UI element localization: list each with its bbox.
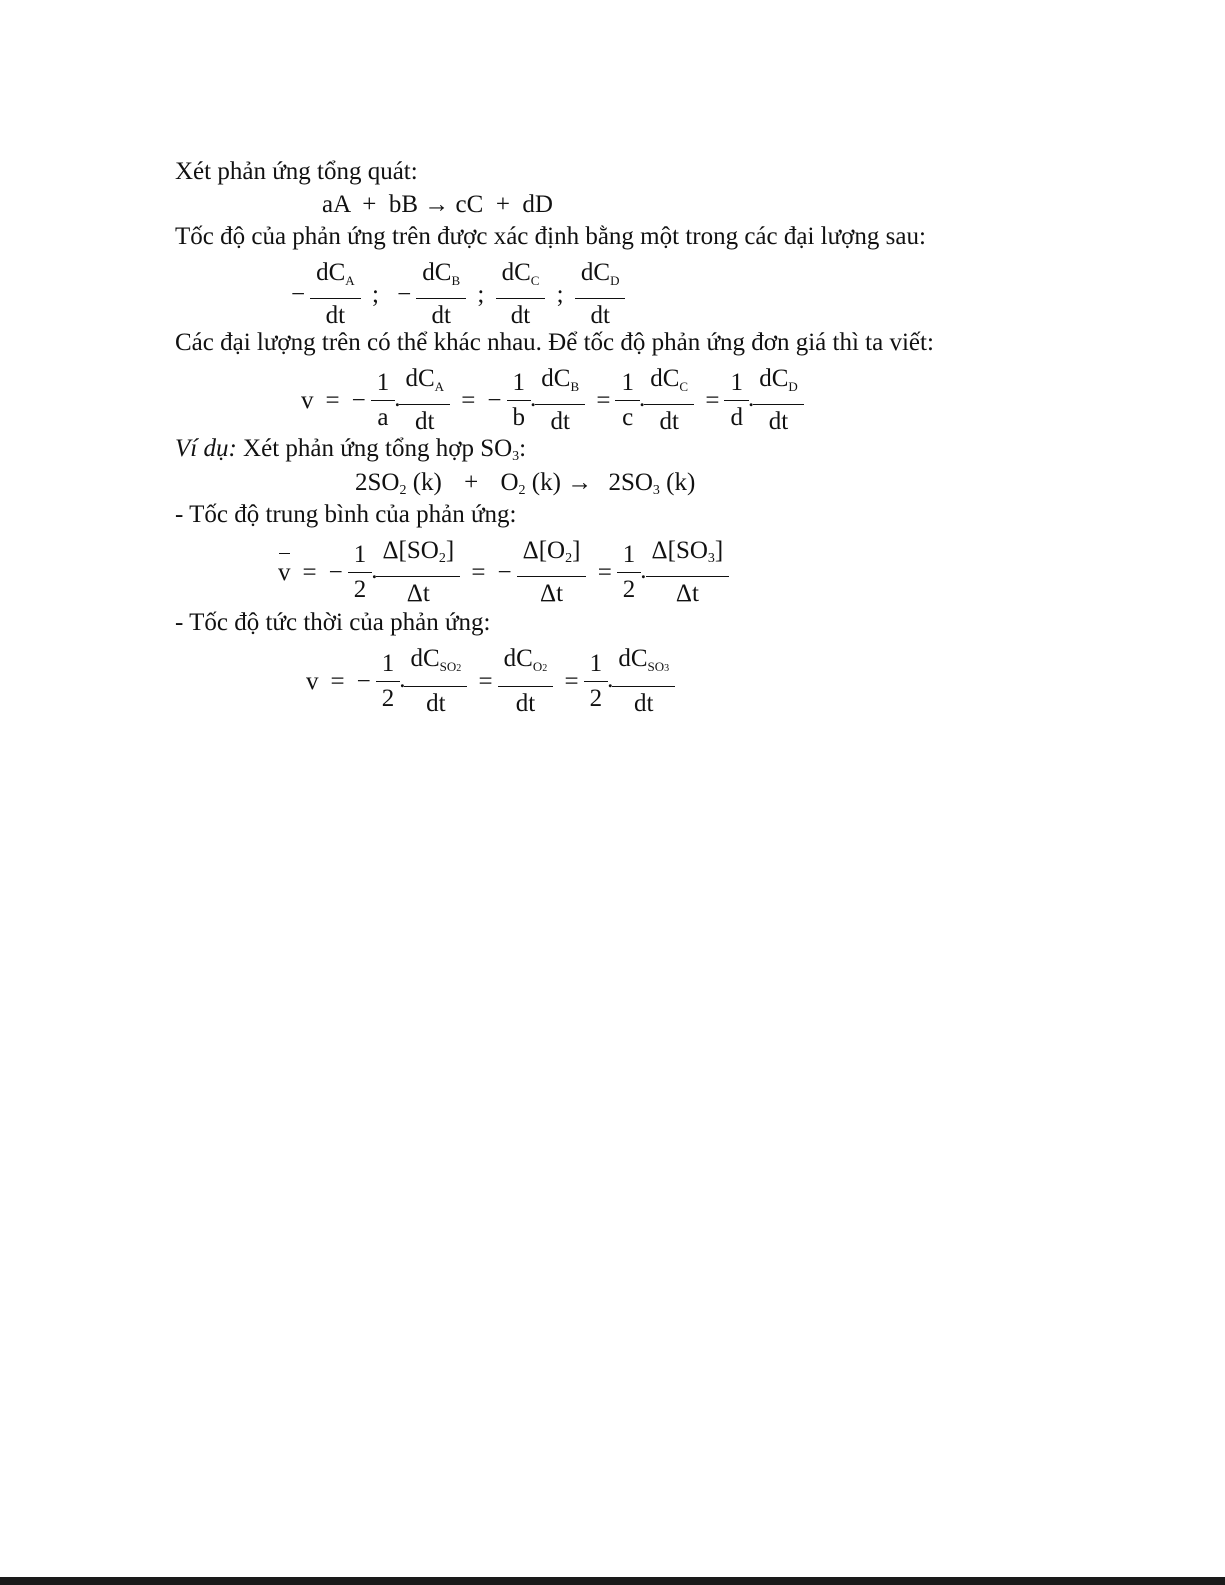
numerator-text: Δ[SO — [382, 537, 439, 564]
numerator-dC: dC — [759, 365, 789, 392]
subscript-D: D — [788, 379, 798, 394]
equals-sign: = — [705, 386, 720, 414]
subscript-B: B — [570, 379, 580, 394]
denominator-dt: dt — [416, 298, 466, 331]
denominator-dt: dt — [399, 404, 450, 437]
dot: . — [638, 385, 646, 413]
fraction-dSO2-dt — [379, 536, 457, 609]
numerator-dC: dC — [316, 259, 346, 286]
subscript-index: 2 — [542, 663, 548, 674]
subscript-B: B — [451, 273, 461, 288]
subscript-so3 — [648, 659, 670, 674]
numerator-one: 1 — [730, 369, 743, 396]
separator: ; — [477, 280, 485, 308]
numerator-one: 1 — [622, 541, 636, 568]
numerator-text: Δ[O — [522, 537, 566, 564]
subscript-D: D — [610, 273, 620, 288]
instantaneous-rate-text: - Tốc độ tức thời của phản ứng: — [175, 609, 491, 636]
denominator-a: a — [371, 400, 396, 433]
denominator-dt: dt — [575, 298, 626, 331]
example-colon: : — [519, 435, 527, 462]
denominator-dt: dt — [644, 404, 694, 437]
denominator-dt: dt — [498, 686, 554, 719]
subscript: 3 — [707, 551, 715, 566]
minus-sign: − — [487, 386, 502, 414]
equals-sign: = — [597, 558, 612, 586]
denominator-dt: dt — [310, 298, 361, 331]
subscript: 2 — [565, 551, 573, 566]
numerator-one: 1 — [512, 369, 526, 396]
denominator-b: b — [507, 400, 532, 433]
denominator-dt: dt — [535, 404, 585, 437]
intro-text: Xét phản ứng tổng quát: — [175, 158, 418, 185]
denominator-d: d — [724, 400, 749, 433]
normalized-rate-expression — [295, 364, 803, 437]
fraction-1-b — [510, 368, 529, 433]
rate-definition-text: Tốc độ của phản ứng trên được xác định bằng một trong các đại lượng sau: — [175, 223, 926, 250]
subscript-text: SO — [647, 659, 665, 674]
denominator-dt: dt — [753, 404, 804, 437]
example-text: Xét phản ứng tổng hợp SO — [236, 435, 513, 462]
rate-symbol: v — [301, 386, 314, 414]
denominator-two: 2 — [617, 572, 642, 605]
fraction-dCC-dt — [647, 364, 691, 437]
numerator-dC: dC — [650, 365, 680, 392]
fraction-dO2-dt — [520, 536, 584, 609]
fraction-dSO3-dt — [649, 536, 727, 609]
fraction-dCB-dt — [538, 364, 582, 437]
general-reaction: aA + bB → cC + dD — [322, 191, 553, 218]
equals-sign: = — [325, 386, 340, 414]
separator: ; — [556, 280, 564, 308]
numerator-dC: dC — [405, 365, 435, 392]
fraction-dCC-dt — [499, 258, 543, 331]
denominator-two: 2 — [348, 572, 373, 605]
equals-sign: = — [330, 667, 345, 695]
average-rate-expression — [272, 536, 728, 609]
fraction-dCB-dt — [419, 258, 463, 331]
fraction-dCD-dt — [756, 364, 801, 437]
subscript-text: O — [532, 659, 543, 674]
numerator-dC: dC — [618, 645, 648, 672]
subscript: 2 — [438, 551, 446, 566]
numerator-one: 1 — [353, 541, 367, 568]
fraction-1-2 — [620, 540, 639, 605]
denominator-delta-t: Δt — [517, 576, 587, 609]
reactant-so2: 2SO — [355, 469, 400, 496]
dot: . — [530, 385, 537, 413]
normalization-text: Các đại lượng trên có thể khác nhau. Để tốc độ phản ứng đơn giá thì ta viết: — [175, 329, 934, 356]
denominator-c: c — [615, 400, 640, 433]
rate-symbol-bar: v — [278, 558, 291, 586]
dot: . — [747, 385, 755, 413]
equals-sign: = — [596, 386, 611, 414]
numerator-text: Δ[SO — [651, 537, 708, 564]
instantaneous-rate-expression — [300, 644, 674, 719]
equals-sign: = — [471, 558, 486, 586]
subscript-so2 — [440, 659, 462, 674]
denominator-dt: dt — [496, 298, 546, 331]
fraction-1-2 — [587, 649, 606, 714]
numerator-dC: dC — [503, 645, 533, 672]
reactant-o2: O — [500, 469, 519, 496]
numerator-dC: dC — [410, 645, 440, 672]
denominator-two: 2 — [376, 681, 401, 714]
denominator-dt: dt — [404, 686, 467, 719]
state: (k) → — [525, 469, 593, 496]
rate-quantities-expression — [285, 258, 624, 331]
subscript-index: 3 — [664, 663, 670, 674]
denominator-two: 2 — [584, 681, 609, 714]
subscript-C: C — [530, 273, 540, 288]
fraction-1-2 — [379, 649, 398, 714]
minus-sign: − — [397, 280, 412, 308]
subscript-index: 2 — [456, 663, 462, 674]
example-subscript: 3 — [512, 449, 520, 464]
bracket: ] — [572, 537, 581, 564]
fraction-dCSO3-dt — [615, 644, 672, 719]
equals-sign: = — [564, 667, 579, 695]
subscript-text: SO — [439, 659, 457, 674]
dot: . — [640, 557, 647, 585]
subscript-o2 — [533, 659, 547, 674]
subscript: 3 — [652, 483, 660, 498]
numerator-dC: dC — [580, 259, 611, 286]
bracket: ] — [445, 537, 455, 564]
fraction-dCSO2-dt — [407, 644, 464, 719]
equals-sign: = — [461, 386, 476, 414]
fraction-1-a — [374, 368, 393, 433]
subscript-A: A — [345, 273, 355, 288]
fraction-1-c — [618, 368, 637, 433]
numerator-dC: dC — [541, 365, 571, 392]
denominator-dt: dt — [612, 686, 675, 719]
numerator-one: 1 — [621, 369, 634, 396]
fraction-dCO2-dt — [501, 644, 551, 719]
fraction-1-d — [727, 368, 746, 433]
fraction-dCA-dt — [313, 258, 358, 331]
example-label: Ví dụ: — [175, 435, 237, 462]
numerator-one: 1 — [376, 369, 390, 396]
numerator-dC: dC — [422, 259, 452, 286]
state: (k) — [406, 469, 442, 496]
dot: . — [371, 557, 378, 585]
dot: . — [399, 666, 406, 694]
subscript-A: A — [434, 379, 445, 394]
fraction-dCA-dt — [402, 364, 447, 437]
minus-sign: − — [356, 667, 371, 695]
minus-sign: − — [328, 558, 343, 586]
rate-symbol: v — [306, 667, 319, 695]
fraction-dCD-dt — [578, 258, 623, 331]
numerator-dC: dC — [501, 259, 531, 286]
subscript: 2 — [518, 483, 526, 498]
product-so3: 2SO — [608, 469, 653, 496]
average-rate-text: - Tốc độ trung bình của phản ứng: — [175, 501, 517, 528]
minus-sign: − — [497, 558, 512, 586]
minus-sign: − — [351, 386, 366, 414]
subscript-C: C — [679, 379, 689, 394]
fraction-1-2 — [351, 540, 370, 605]
dot: . — [394, 385, 401, 413]
dot: . — [607, 666, 614, 694]
state: (k) — [659, 469, 696, 496]
minus-sign: − — [291, 280, 306, 308]
bracket: ] — [714, 537, 724, 564]
denominator-delta-t: Δt — [376, 576, 460, 609]
subscript: 2 — [399, 483, 407, 498]
numerator-one: 1 — [589, 650, 603, 677]
plus-sign: + — [464, 469, 479, 496]
equals-sign: = — [478, 667, 493, 695]
separator: ; — [371, 280, 379, 308]
numerator-one: 1 — [381, 650, 395, 677]
page-bottom-border — [0, 1577, 1225, 1585]
example-line — [175, 434, 526, 472]
denominator-delta-t: Δt — [646, 576, 730, 609]
equals-sign: = — [302, 558, 317, 586]
